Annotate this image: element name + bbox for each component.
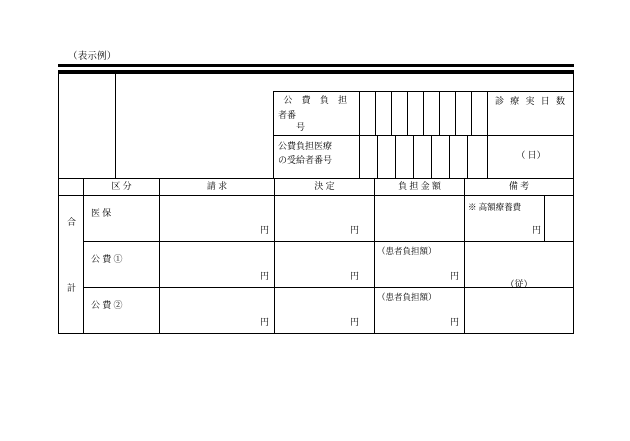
example-label: （表示例）	[68, 52, 117, 62]
recipient-digit-sep-3	[413, 135, 414, 178]
recipient-number-label-line1: 公費負担医療	[278, 141, 333, 152]
header-category: 区 分	[111, 181, 132, 192]
divider-category-col	[159, 178, 160, 333]
header-remarks: 備 考	[508, 181, 530, 192]
bearer-digit-sep-3	[407, 91, 408, 135]
recipient-number-label-line2: の受給者番号	[278, 155, 333, 166]
divider-claim-col	[274, 178, 275, 333]
row-3-category: 公 費 ②	[91, 300, 123, 311]
bearer-digit-sep-5	[439, 91, 440, 135]
top-rule-1	[58, 64, 574, 67]
header-payment-amount: 負 担 金 額	[398, 181, 441, 192]
row-1-category: 医 保	[91, 208, 112, 219]
receipt-form	[58, 64, 574, 334]
bearer-digit-sep-2	[391, 91, 392, 135]
row-2-claim-unit: 円	[259, 271, 269, 281]
divider-total-col	[83, 195, 84, 333]
bearer-number-label-line3: 号	[296, 121, 306, 132]
row-2-category: 公 費 ①	[91, 254, 123, 265]
recipient-digit-sep-2	[395, 135, 396, 178]
bearer-number-label-line2: 者番	[278, 109, 297, 120]
treatment-days-value: （ 日）	[516, 150, 546, 161]
treatment-days-label: 診 療 実 日 数	[494, 96, 567, 107]
divider-decision-col	[374, 178, 375, 333]
divider-number-right	[487, 91, 488, 178]
form-body	[58, 73, 574, 334]
bearer-digit-sep-6	[455, 91, 456, 135]
high-cost-box-bottom	[465, 241, 544, 242]
header-claim: 請 求	[206, 181, 228, 192]
row-3-claim-unit: 円	[259, 317, 269, 327]
header-decision: 決 定	[314, 181, 335, 192]
total-label-char-2: 計	[66, 283, 76, 294]
divider-header-bottom	[59, 195, 573, 196]
row-2-payment-unit: 円	[449, 271, 459, 281]
row-3-decision-unit: 円	[349, 317, 359, 327]
recipient-digit-sep-5	[449, 135, 450, 178]
row-3-payment-unit: 円	[449, 317, 459, 327]
bearer-digit-sep-4	[423, 91, 424, 135]
recipient-digit-sep-4	[431, 135, 432, 178]
bearer-digit-sep-7	[471, 91, 472, 135]
row-1-claim-unit: 円	[259, 225, 269, 235]
recipient-digit-sep-6	[467, 135, 468, 178]
row-3-payment-note: （患者負担額）	[377, 291, 437, 302]
recipient-digit-sep-1	[377, 135, 378, 178]
bearer-number-label-line1: 公 費 負 担	[283, 95, 351, 106]
divider-number-block-mid	[273, 135, 573, 136]
high-cost-unit: 円	[531, 225, 541, 235]
divider-payment-col	[464, 178, 465, 333]
divider-upper-left	[115, 74, 116, 178]
row-2-payment-note: （患者負担額）	[377, 245, 437, 256]
total-label-char-1: 合	[66, 217, 76, 228]
row-1-decision-unit: 円	[349, 225, 359, 235]
high-cost-label: ※ 高額療養費	[468, 201, 522, 212]
reference-mark: （従）	[505, 279, 533, 290]
row-2-decision-unit: 円	[349, 271, 359, 281]
